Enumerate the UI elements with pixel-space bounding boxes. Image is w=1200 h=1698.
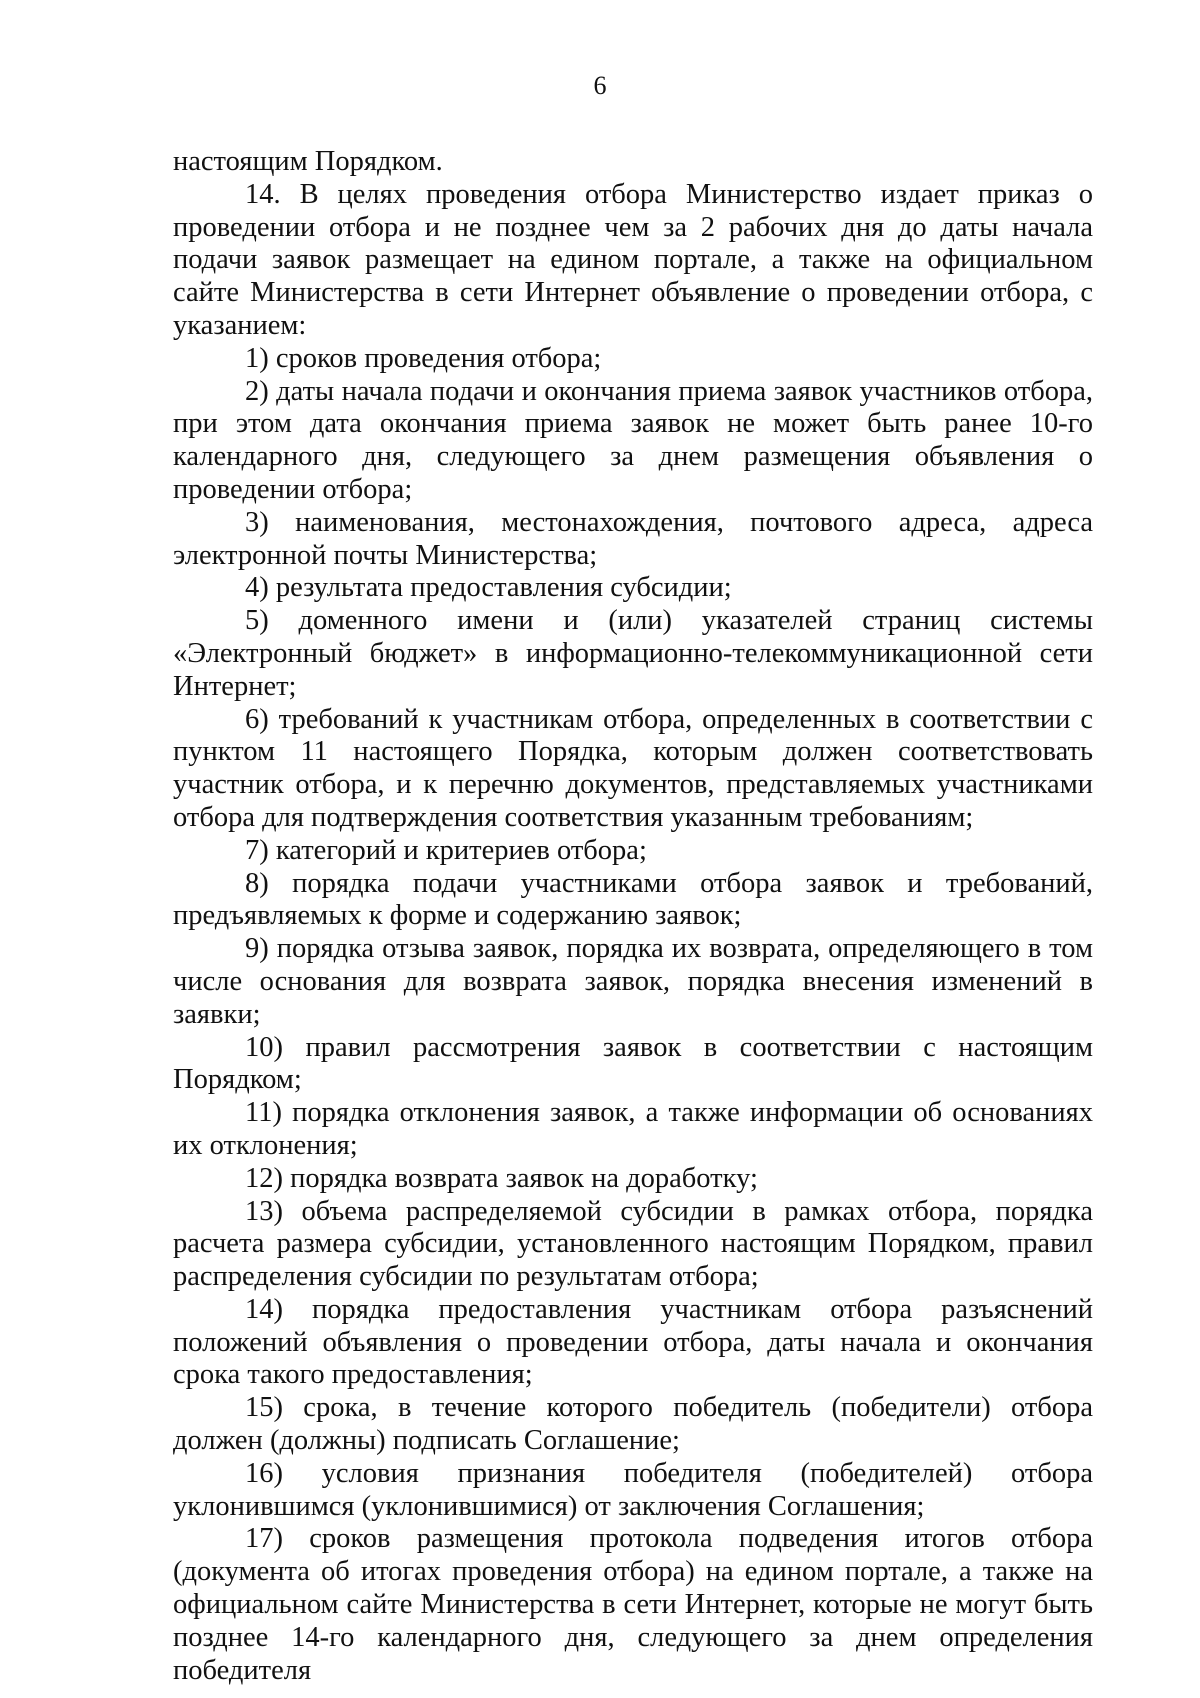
paragraph: 17) сроков размещения протокола подведения итогов отбора (документа об итогах проведения отбора) на едином портале, а также на официальном сайте Министерства в сети Интернет, которые не могут быть позднее 14-го календарного дня, следующего за днем определения победителя bbox=[173, 1523, 1093, 1686]
paragraph: 2) даты начала подачи и окончания приема заявок участников отбора, при этом дата окончания приема заявок не может быть ранее 10-го календарного дня, следующего за днем размещения объявления о проведении отбора; bbox=[173, 375, 1093, 505]
paragraph: 15) срока, в течение которого победитель (победители) отбора должен (должны) подписать Соглашение; bbox=[173, 1392, 1093, 1457]
page-number: 6 bbox=[593, 71, 607, 100]
paragraph: 3) наименования, местонахождения, почтового адреса, адреса электронной почты Министерства; bbox=[173, 506, 1093, 571]
paragraph: 6) требований к участникам отбора, определенных в соответствии с пунктом 11 настоящего Порядка, которым должен соответствовать участник отбора, и к перечню документов, представляемых участниками отбора для подтверждения соответствия указанным требованиям; bbox=[173, 703, 1093, 833]
paragraph: 12) порядка возврата заявок на доработку; bbox=[245, 1162, 758, 1194]
document-body bbox=[173, 146, 1093, 1687]
paragraph: настоящим Порядком. bbox=[173, 146, 443, 177]
paragraph: 16) условия признания победителя (победителей) отбора уклонившимся (уклонившимися) от заключения Соглашения; bbox=[173, 1457, 1093, 1522]
paragraph: 5) доменного имени и (или) указателей страниц системы «Электронный бюджет» в информационно-телекоммуникационной сети Интернет; bbox=[173, 605, 1093, 702]
paragraph: 14) порядка предоставления участникам отбора разъяснений положений объявления о проведении отбора, даты начала и окончания срока такого предоставления; bbox=[173, 1293, 1093, 1391]
paragraph: 13) объема распределяемой субсидии в рамках отбора, порядка расчета размера субсидии, установленного настоящим Порядком, правил распределения субсидии по результатам отбора; bbox=[173, 1195, 1093, 1293]
paragraph: 10) правил рассмотрения заявок в соответствии с настоящим Порядком; bbox=[173, 1031, 1093, 1096]
paragraph: 8) порядка подачи участниками отбора заявок и требований, предъявляемых к форме и содержанию заявок; bbox=[173, 867, 1093, 932]
paragraph: 7) категорий и критериев отбора; bbox=[245, 834, 647, 866]
paragraph: 1) сроков проведения отбора; bbox=[245, 342, 602, 374]
paragraph: 14. В целях проведения отбора Министерство издает приказ о проведении отбора и не позднее чем за 2 рабочих дня до даты начала подачи заявок размещает на едином портале, а также на официальном сайте Министерства в сети Интернет объявление о проведении отбора, с указанием: bbox=[173, 178, 1093, 341]
paragraph: 11) порядка отклонения заявок, а также информации об основаниях их отклонения; bbox=[173, 1097, 1093, 1161]
paragraph: 4) результата предоставления субсидии; bbox=[245, 572, 732, 604]
paragraph: 9) порядка отзыва заявок, порядка их возврата, определяющего в том числе основания для возврата заявок, порядка внесения изменений в заявки; bbox=[173, 933, 1093, 1030]
